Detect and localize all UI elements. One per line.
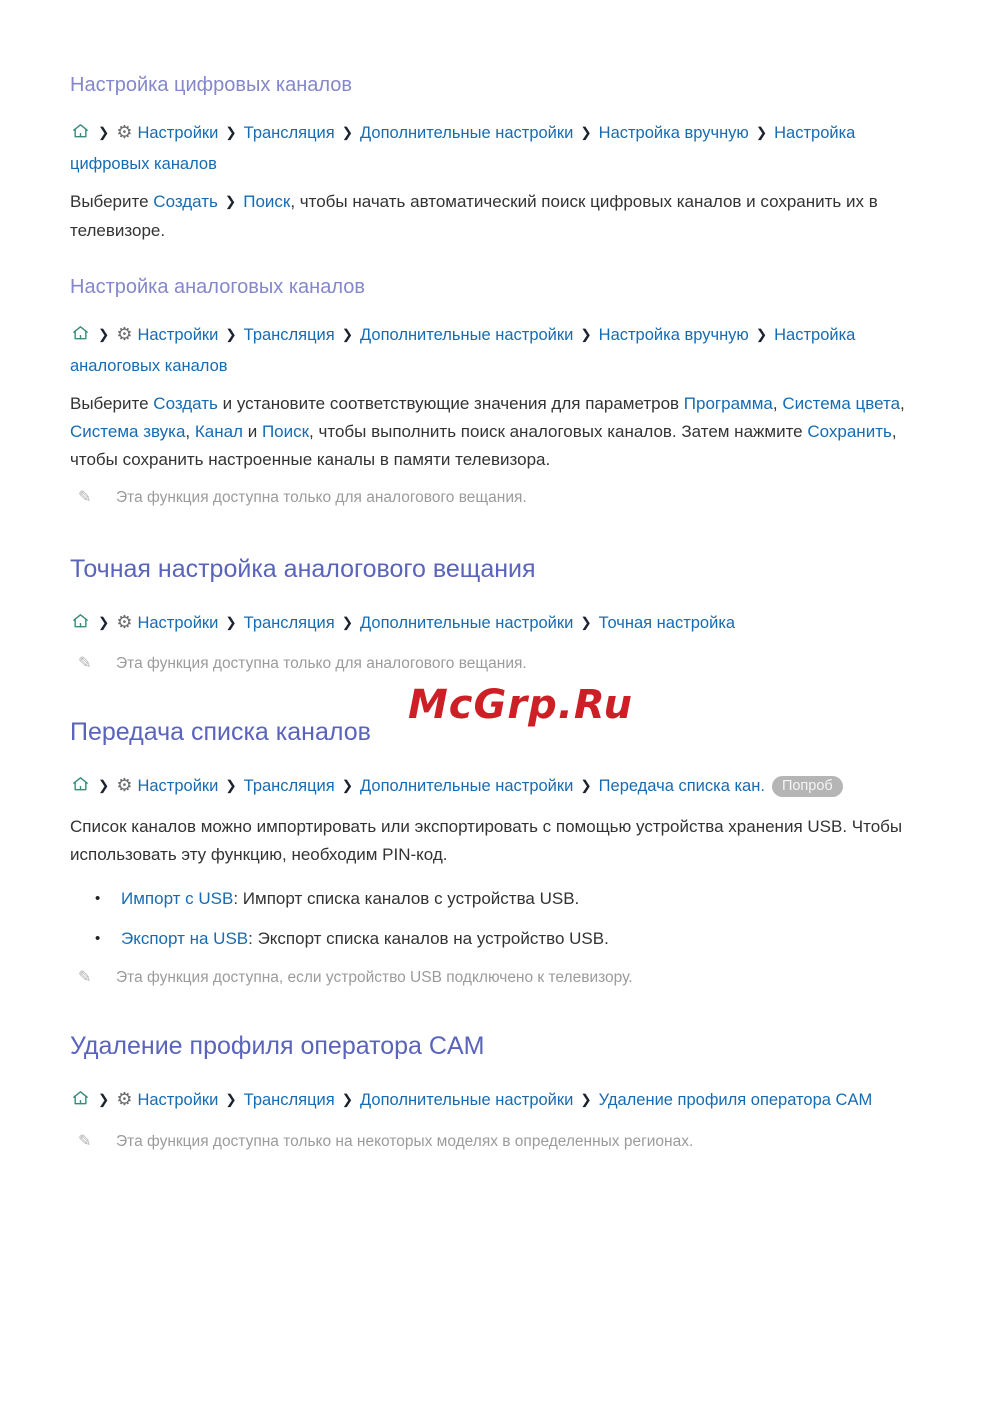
chevron-right-icon: ❯ [225, 327, 237, 343]
chevron-right-icon: ❯ [580, 327, 592, 343]
settings-gear-icon: ⚙︎ [116, 775, 133, 796]
text-segment: , чтобы начать автоматический поиск цифровых каналов и сохранить их в телевизоре. [70, 192, 878, 240]
pencil-icon: ✎ [78, 487, 92, 506]
pencil-icon: ✎ [78, 967, 92, 986]
settings-gear-icon: ⚙︎ [116, 1089, 133, 1110]
list-item [70, 885, 932, 913]
breadcrumb-item[interactable]: Удаление профиля оператора CAM [598, 1091, 873, 1109]
note [70, 487, 940, 508]
breadcrumb-item[interactable]: Передача списка кан. [598, 777, 765, 795]
inline-link[interactable]: Экспорт на USB [121, 929, 249, 948]
breadcrumb-item[interactable]: Трансляция [243, 614, 335, 632]
breadcrumb-item[interactable]: Дополнительные настройки [360, 1091, 574, 1109]
chevron-right-icon: ❯ [224, 194, 237, 210]
chevron-right-icon: ❯ [98, 778, 110, 794]
breadcrumb-item[interactable]: Дополнительные настройки [360, 326, 574, 344]
breadcrumb-item[interactable]: Настройки [137, 614, 219, 632]
text-segment: : Импорт списка каналов с устройства USB. [233, 889, 580, 908]
settings-gear-icon: ⚙︎ [116, 122, 133, 143]
inline-link[interactable]: Создать [153, 394, 218, 413]
settings-gear-icon: ⚙︎ [116, 612, 133, 633]
breadcrumb-item[interactable]: Трансляция [243, 1091, 335, 1109]
chevron-right-icon: ❯ [341, 327, 354, 343]
section-title: Точная настройка аналогового вещания [70, 555, 536, 583]
inline-link[interactable]: Поиск [243, 192, 291, 211]
inline-link[interactable]: Создать [153, 192, 218, 211]
section-analog-channel-setup [70, 275, 940, 508]
inline-link[interactable]: Программа [683, 394, 773, 413]
watermark: McGrp.Ru [408, 682, 633, 728]
chevron-right-icon: ❯ [341, 1092, 354, 1108]
text-segment: и [242, 422, 262, 441]
breadcrumb-item[interactable]: Дополнительные настройки [360, 614, 574, 632]
section-delete-cam-profile [70, 1030, 940, 1152]
home-icon[interactable] [70, 611, 91, 640]
breadcrumb-item[interactable]: Трансляция [243, 124, 335, 142]
note-text: Эта функция доступна, если устройство USB подключено к телевизору. [116, 969, 633, 986]
text-segment: , [900, 394, 905, 413]
inline-link[interactable]: Импорт с USB [121, 889, 234, 908]
list-item-text [121, 925, 932, 953]
text-segment: , [772, 394, 783, 413]
chevron-right-icon: ❯ [755, 125, 768, 141]
list-item-text [121, 885, 932, 913]
paragraph [70, 188, 932, 245]
chevron-right-icon: ❯ [341, 778, 354, 794]
breadcrumb-item[interactable]: Настройка аналоговых каналов [70, 326, 856, 375]
note-text: Эта функция доступна только для аналогового вещания. [116, 489, 527, 506]
breadcrumb-item[interactable]: Трансляция [243, 326, 335, 344]
chevron-right-icon: ❯ [98, 615, 110, 631]
section-title: Передача списка каналов [70, 718, 371, 746]
breadcrumb-item[interactable]: Настройки [137, 326, 219, 344]
breadcrumb-item[interactable]: Дополнительные настройки [360, 777, 574, 795]
breadcrumb [70, 119, 928, 178]
note-text: Эта функция доступна только на некоторых моделях в определенных регионах. [116, 1133, 694, 1150]
breadcrumb-item[interactable]: Настройки [137, 1091, 219, 1109]
inline-link[interactable]: Система звука [70, 422, 186, 441]
home-icon[interactable] [70, 774, 91, 803]
paragraph [70, 390, 932, 474]
home-icon[interactable] [70, 121, 91, 150]
breadcrumb-item[interactable]: Настройка цифровых каналов [70, 124, 856, 173]
chevron-right-icon: ❯ [225, 778, 237, 794]
section-title: Настройка аналоговых каналов [70, 276, 365, 298]
inline-link[interactable]: Сохранить [807, 422, 892, 441]
try-now-badge[interactable]: Попроб [772, 776, 843, 797]
chevron-right-icon: ❯ [98, 1092, 110, 1108]
bullet-icon: • [95, 890, 101, 907]
bullet-icon: • [95, 930, 101, 947]
note [70, 1131, 940, 1152]
settings-gear-icon: ⚙︎ [116, 324, 133, 345]
section-title: Настройка цифровых каналов [70, 74, 353, 96]
breadcrumb [70, 1086, 928, 1117]
inline-link[interactable]: Канал [194, 422, 243, 441]
chevron-right-icon: ❯ [341, 125, 354, 141]
chevron-right-icon: ❯ [98, 125, 110, 141]
section-digital-channel-setup [70, 73, 940, 245]
chevron-right-icon: ❯ [341, 615, 354, 631]
section-fine-tune [70, 553, 940, 674]
breadcrumb-item[interactable]: Настройка вручную [598, 124, 749, 142]
breadcrumb-item[interactable]: Настройка вручную [598, 326, 749, 344]
text-segment: Выберите [70, 394, 154, 413]
chevron-right-icon: ❯ [225, 1092, 237, 1108]
inline-link[interactable]: Поиск [261, 422, 310, 441]
section-channel-list-transfer [70, 716, 940, 988]
text-segment: Выберите [70, 192, 154, 211]
chevron-right-icon: ❯ [580, 615, 592, 631]
text-segment: Список каналов можно импортировать или экспортировать с помощью устройства хранения USB. Чтобы использовать эту функцию, необходим PIN-код. [70, 817, 903, 864]
home-icon[interactable] [70, 1088, 91, 1117]
breadcrumb-item[interactable]: Трансляция [243, 777, 335, 795]
text-segment: и установите соответствующие значения для параметров [217, 394, 684, 413]
inline-link[interactable]: Система цвета [782, 394, 901, 413]
text-segment: , чтобы сохранить настроенные каналы в памяти телевизора. [70, 422, 897, 469]
chevron-right-icon: ❯ [580, 1092, 592, 1108]
chevron-right-icon: ❯ [225, 615, 237, 631]
bullet-list [70, 885, 940, 953]
note-text: Эта функция доступна только для аналогового вещания. [116, 655, 527, 672]
chevron-right-icon: ❯ [580, 125, 592, 141]
breadcrumb-item[interactable]: Дополнительные настройки [360, 124, 574, 142]
breadcrumb-item[interactable]: Настройки [137, 124, 219, 142]
breadcrumb-item[interactable]: Настройки [137, 777, 219, 795]
list-item [70, 925, 932, 953]
pencil-icon: ✎ [78, 1131, 92, 1150]
text-segment: , чтобы выполнить поиск аналоговых каналов. Затем нажмите [309, 422, 808, 441]
breadcrumb [70, 609, 928, 640]
chevron-right-icon: ❯ [755, 327, 768, 343]
text-segment: : Экспорт списка каналов на устройство USB. [248, 929, 609, 948]
breadcrumb [70, 321, 928, 380]
note [70, 653, 940, 674]
note [70, 967, 940, 988]
chevron-right-icon: ❯ [98, 327, 110, 343]
home-icon[interactable] [70, 323, 91, 352]
pencil-icon: ✎ [78, 653, 92, 672]
chevron-right-icon: ❯ [580, 778, 592, 794]
paragraph [70, 813, 932, 869]
breadcrumb [70, 772, 928, 803]
breadcrumb-item[interactable]: Точная настройка [598, 614, 736, 632]
chevron-right-icon: ❯ [225, 125, 237, 141]
section-title: Удаление профиля оператора CAM [70, 1032, 485, 1060]
text-segment: , [185, 422, 195, 441]
